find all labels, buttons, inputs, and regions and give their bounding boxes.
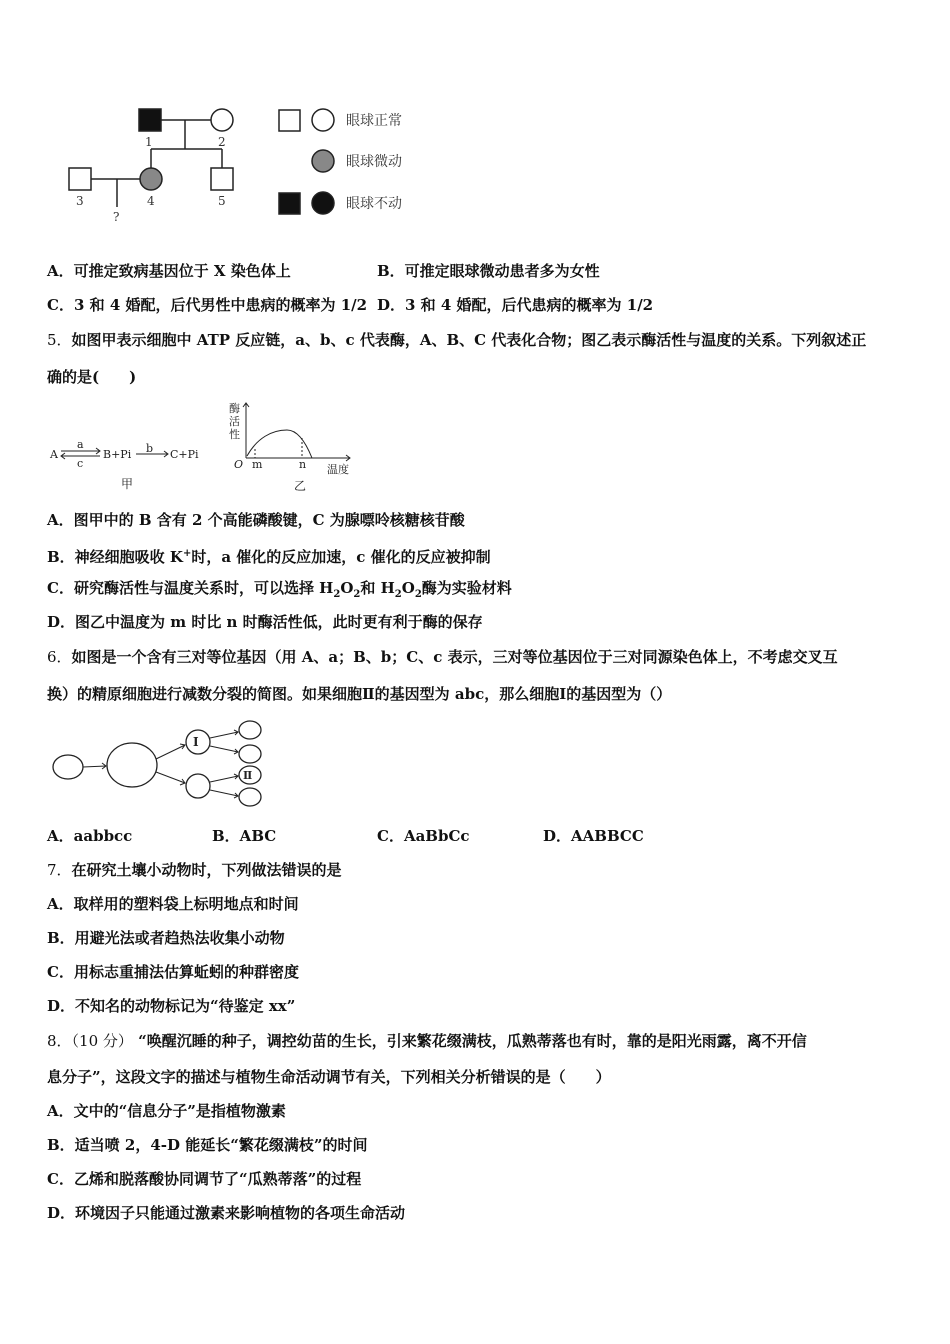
q5-option-c-pre: C．研究酶活性与温度关系时，可以选择 H (47, 579, 334, 597)
q5-option-c-sub: 2 (353, 589, 361, 600)
cell-II-label: Ⅱ (243, 769, 253, 782)
yi-ylabel-2: 活 (229, 415, 240, 428)
q5-option-c-mid: 和 H (360, 579, 395, 597)
q6-stem-text: 如图是一个含有三对等位基因（用 A、a；B、b；C、c 表示，三对等位基因位于三对同源染色体上，不考虑交叉互 (71, 648, 838, 666)
q6-option-b: B．ABC (212, 827, 277, 845)
yi-origin: O (234, 458, 244, 471)
jia-A: A (50, 448, 58, 461)
q8-stem-text: “唤醒沉睡的种子，调控幼苗的生长，引来繁花缀满枝，瓜熟蒂落也有时，靠的是阳光雨露，离不开信 (138, 1032, 807, 1050)
q5-stem-text: 如图甲表示细胞中 ATP 反应链，a、b、c 代表酶，A、B、C 代表化合物；图乙表示酶活性与温度的关系。下列叙述正 (71, 331, 867, 349)
spermatid-cell (239, 788, 261, 806)
q8-option-b: B．适当喷 2，4-D 能延长“繁花缀满枝”的时间 (47, 1136, 368, 1154)
q5-stem-line1 (47, 330, 866, 350)
spermatid-cell (239, 721, 261, 739)
q5-option-d: D．图乙中温度为 m 时比 n 时酶活性低，此时更有利于酶的保存 (47, 613, 483, 631)
spermatogonium-cell (53, 755, 83, 779)
q8-option-d: D．环境因子只能通过激素来影响植物的各项生命活动 (47, 1204, 406, 1222)
q5-option-c-sub: 2 (394, 589, 402, 600)
q6-option-c: C．AaBbCc (377, 827, 470, 845)
q7-stem-text: 在研究土壤小动物时，下列做法错误的是 (71, 861, 342, 879)
q6-meiosis-figure (48, 715, 278, 815)
q5-option-b-post: 时，a 催化的反应加速，c 催化的反应被抑制 (191, 548, 491, 566)
individual-1-affected-male (139, 109, 161, 131)
q7-stem (47, 860, 342, 880)
spermatid-cell (239, 745, 261, 763)
q5-option-b (47, 544, 491, 567)
jia-enzyme-b: b (146, 442, 154, 455)
label-1: 1 (145, 135, 153, 149)
q8-number: 8．（10 分） (47, 1032, 133, 1050)
q5-option-c-sub: 2 (333, 589, 341, 600)
label-4: 4 (147, 194, 155, 208)
q7-option-b: B．用避光法或者趋热法收集小动物 (47, 929, 285, 947)
q4-option-c: C．3 和 4 婚配，后代男性中患病的概率为 1/2 (47, 296, 368, 314)
q5-option-c-o: O (340, 579, 354, 597)
q6-option-d: D．AABBCC (543, 827, 644, 845)
label-unknown: ? (113, 210, 120, 224)
legend-normal: 眼球正常 (346, 113, 402, 129)
q5-option-a: A．图甲中的 B 含有 2 个高能磷酸键，C 为腺嘌呤核糖核苷酸 (47, 511, 465, 529)
pedigree-figure (55, 95, 435, 230)
q5-option-b-pre: B．神经细胞吸收 K (47, 548, 183, 566)
q4-option-b: B．可推定眼球微动患者多为女性 (377, 262, 600, 280)
jia-caption: 甲 (121, 477, 134, 491)
secondary-spermatocyte-cell (186, 774, 210, 798)
label-3: 3 (76, 194, 84, 208)
yi-caption: 乙 (294, 479, 307, 493)
yi-ylabel-1: 酶 (229, 402, 240, 415)
q8-option-c: C．乙烯和脱落酸协同调节了“瓜熟蒂落”的过程 (47, 1170, 362, 1188)
q5-option-c-post: 酶为实验材料 (421, 579, 512, 597)
q5-option-c-sub: 2 (414, 589, 422, 600)
q8-option-a: A．文中的“信息分子”是指植物激素 (47, 1102, 286, 1120)
cell-I-label: Ⅰ (193, 735, 199, 749)
yi-ylabel-3: 性 (229, 428, 240, 441)
jia-enzyme-c: c (77, 457, 84, 470)
q5-figure-jia (48, 436, 208, 496)
jia-enzyme-a: a (77, 438, 84, 451)
q5-option-c-o: O (401, 579, 415, 597)
q4-option-d: D．3 和 4 婚配，后代患病的概率为 1/2 (377, 296, 654, 314)
q7-number: 7． (47, 861, 72, 879)
q7-option-c: C．用标志重捕法估算蚯蚓的种群密度 (47, 963, 299, 981)
label-5: 5 (218, 194, 226, 208)
q4-option-a: A．可推定致病基因位于 X 染色体上 (47, 262, 291, 280)
yi-n: n (299, 458, 307, 471)
label-2: 2 (218, 135, 226, 149)
q6-stem-line1 (47, 647, 838, 667)
q5-stem-line2: 确的是( ) (47, 368, 137, 386)
q6-stem-line2: 换）的精原细胞进行减数分裂的简图。如果细胞Ⅱ的基因型为 abc，那么细胞Ⅰ的基因型为（） (47, 685, 672, 703)
q5-option-c (47, 578, 512, 605)
q8-stem-line1 (47, 1031, 807, 1051)
q6-option-a: A．aabbcc (47, 827, 133, 845)
q5-figure-yi (222, 398, 362, 498)
jia-B-Pi: B+Pi (103, 448, 132, 461)
q7-option-a: A．取样用的塑料袋上标明地点和时间 (47, 895, 299, 913)
q6-number: 6． (47, 648, 72, 666)
yi-xlabel: 温度 (327, 463, 349, 476)
jia-C-Pi: C+Pi (170, 448, 199, 461)
individual-5-normal-male (211, 168, 233, 190)
individual-4-mild-female (140, 168, 162, 190)
q7-option-d: D．不知名的动物标记为“待鉴定 xx” (47, 997, 296, 1015)
legend-mild: 眼球微动 (346, 154, 402, 170)
individual-3-normal-male (69, 168, 91, 190)
primary-spermatocyte-cell (107, 743, 157, 787)
q5-option-b-sup: + (182, 548, 192, 559)
q8-stem-line2: 息分子”，这段文字的描述与植物生命活动调节有关，下列相关分析错误的是（ ） (47, 1068, 611, 1086)
yi-m: m (252, 458, 263, 471)
q5-number: 5． (47, 331, 72, 349)
legend-severe: 眼球不动 (346, 196, 402, 212)
individual-2-normal-female (211, 109, 233, 131)
